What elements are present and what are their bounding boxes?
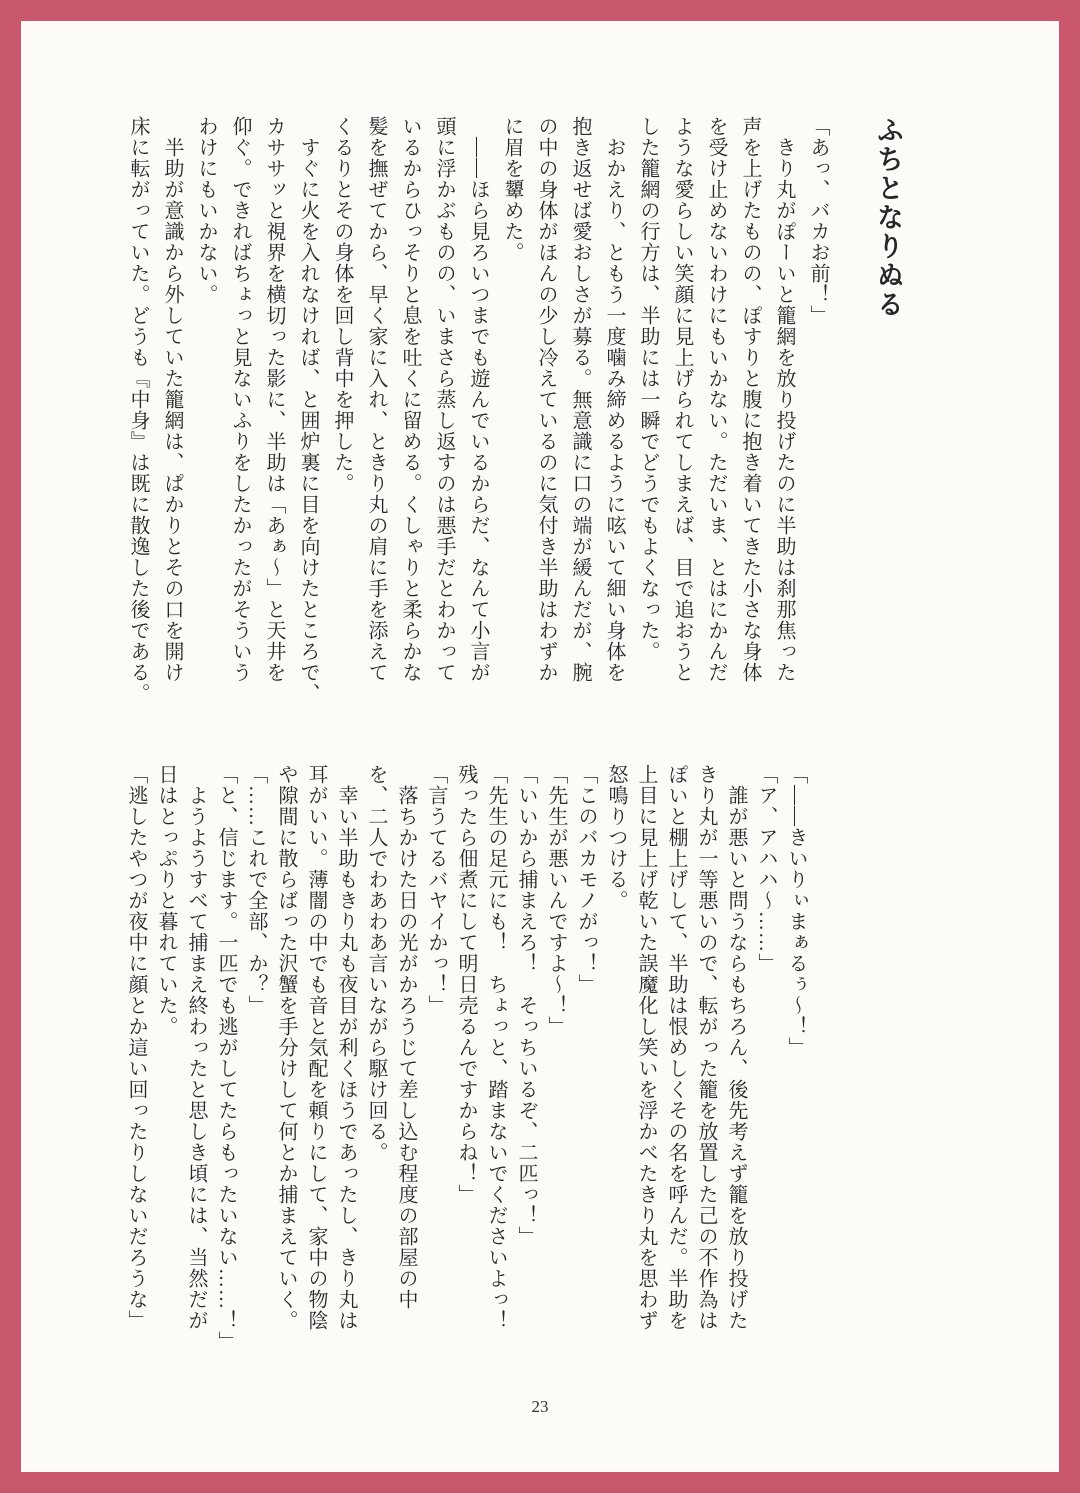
text-column: に眉を顰めた。 bbox=[501, 116, 523, 263]
lower-columns-container bbox=[121, 764, 811, 1382]
text-column: 髪を撫ぜてから、早く家に入れ、ときり丸の肩に手を添えて bbox=[365, 116, 387, 683]
text-column: 誰が悪いと問うならもちろん、後先考えず籠を放り投げた bbox=[725, 764, 747, 1331]
page-number: 23 bbox=[531, 1397, 549, 1416]
text-column: くるりとその身体を回し背中を押した。 bbox=[331, 116, 353, 494]
text-column: 耳がいい。薄闇の中でも音と気配を頼りにして、家中の物陰 bbox=[305, 764, 327, 1331]
text-column: 「先生の足元にも！ ちょっと、踏まないでくださいよっ！ bbox=[485, 764, 507, 1331]
text-column: 残ったら佃煮にして明日売るんですからね！」 bbox=[455, 764, 477, 1205]
upper-columns-container bbox=[121, 116, 835, 738]
text-column: 「逃したやつが夜中に顔とか這い回ったりしないだろうな」 bbox=[125, 764, 147, 1331]
text-column: 上目に見上げ乾いた誤魔化し笑いを浮かべたきり丸を思わず bbox=[635, 764, 657, 1331]
text-column: 仰ぐ。できればちょっと見ないふりをしたかったがそういう bbox=[229, 116, 251, 683]
text-column: 床に転がっていた。どうも『中身』は既に散逸した後である。 bbox=[127, 116, 149, 704]
text-column: 「ア、アハハ〜……」 bbox=[755, 764, 777, 974]
text-column: 「言うてるバヤイかっ！」 bbox=[425, 764, 447, 1016]
text-column: 「……これで全部、か？」 bbox=[245, 764, 267, 1016]
text-column: カササッと視界を横切った影に、半助は「あぁ〜」と天井を bbox=[263, 116, 285, 683]
upper-text-block bbox=[121, 116, 907, 738]
lower-text-block bbox=[121, 764, 866, 1382]
text-column: を、二人でわあわあ言いながら駆け回る。 bbox=[365, 764, 387, 1163]
text-column: 日はとっぷりと暮れていた。 bbox=[155, 764, 177, 1037]
text-column: を受け止めないわけにもいかない。ただいま、とはにかんだ bbox=[705, 116, 727, 683]
text-column: 「このバカモノがっ！」 bbox=[575, 764, 597, 995]
text-column: した籠網の行方は、半助には一瞬でどうでもよくなった。 bbox=[637, 116, 659, 662]
text-column: 半助が意識から外していた籠網は、ぱかりとその口を開け bbox=[161, 116, 183, 683]
text-column: きり丸がぽーいと籠網を放り投げたのに半助は刹那焦った bbox=[773, 116, 795, 683]
text-column: ようようすべて捕まえ終わったと思しき頃には、当然だが bbox=[185, 764, 207, 1331]
text-column: いるからひっそりと息を吐くに留める。くしゃりと柔らかな bbox=[399, 116, 421, 683]
text-column: 抱き返せば愛おしさが募る。無意識に口の端が緩んだが、腕 bbox=[569, 116, 591, 683]
text-column: の中の身体がほんの少し冷えているのに気付き半助はわずか bbox=[535, 116, 557, 683]
text-column: 「――きいりぃまぁるぅ〜！」 bbox=[785, 764, 807, 1058]
text-column: 「と、信じます。一匹でも逃がしてたらもったいない……！」 bbox=[215, 764, 237, 1352]
text-column: おかえり、ともう一度噛み締めるように呟いて細い身体を bbox=[603, 116, 625, 683]
text-column: や隙間に散らばった沢蟹を手分けして何とか捕まえていく。 bbox=[275, 764, 297, 1331]
story-title: ふちとなりぬる bbox=[873, 116, 903, 319]
text-column: すぐに火を入れなければ、と囲炉裏に目を向けたところで、 bbox=[297, 116, 319, 704]
text-column: 落ちかけた日の光がかろうじて差し込む程度の部屋の中 bbox=[395, 764, 417, 1310]
document-page bbox=[21, 21, 1059, 1472]
text-column: ――ほら見ろいつまでも遊んでいるからだ、なんて小言が bbox=[467, 116, 489, 683]
text-column: 「先生が悪いんですよ〜！」 bbox=[545, 764, 567, 1037]
text-column: 「あっ、バカお前！」 bbox=[807, 116, 829, 326]
text-column: きり丸が一等悪いので、転がった籠を放置した己の不作為は bbox=[695, 764, 717, 1331]
text-column: ような愛らしい笑顔に見上げられてしまえば、目で追おうと bbox=[671, 116, 693, 683]
text-column: 声を上げたものの、ぽすりと腹に抱き着いてきた小さな身体 bbox=[739, 116, 761, 683]
text-column: 幸い半助もきり丸も夜目が利くほうであったし、きり丸は bbox=[335, 764, 357, 1331]
text-column: わけにもいかない。 bbox=[195, 116, 217, 305]
text-column: 「いいから捕まえろ！ そっちいるぞ、二匹っ！」 bbox=[515, 764, 537, 1247]
text-column: 頭に浮かぶものの、いまさら蒸し返すのは悪手だとわかって bbox=[433, 116, 455, 683]
text-column: 怒鳴りつける。 bbox=[605, 764, 627, 911]
text-column: ぽいと棚上げして、半助は恨めしくその名を呼んだ。半助を bbox=[665, 764, 687, 1331]
